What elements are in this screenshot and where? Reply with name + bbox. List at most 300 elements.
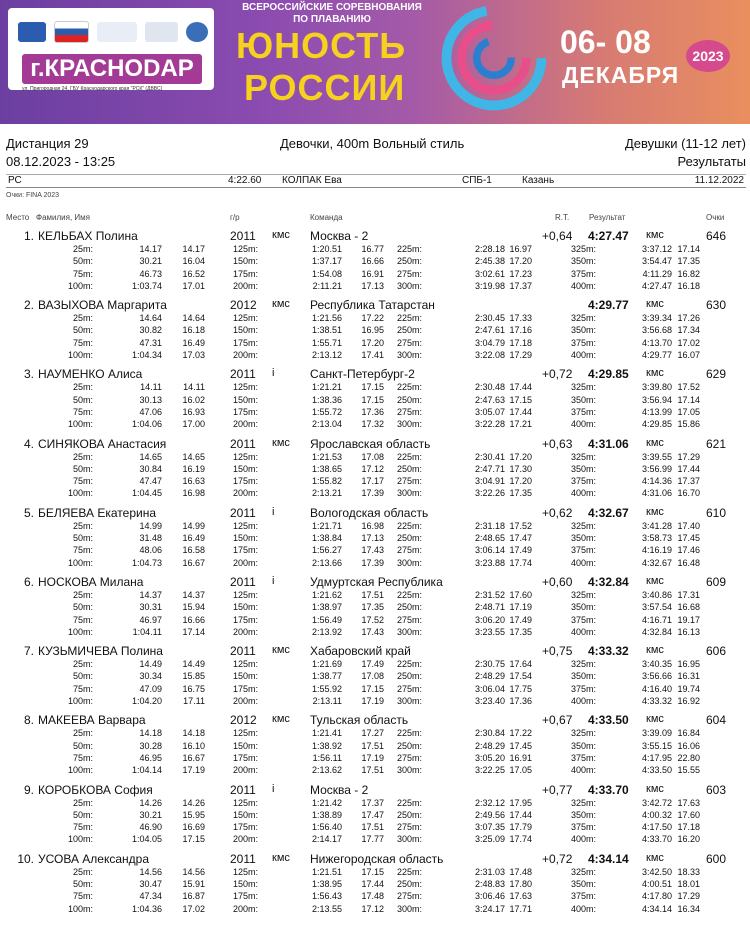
split-distance: 100m: bbox=[67, 903, 93, 914]
athlete-rank: i bbox=[272, 782, 275, 795]
split-lap-time: 17.19 bbox=[509, 602, 532, 613]
split-lap-time: 17.18 bbox=[677, 822, 700, 833]
split-time: 2:31.03 bbox=[474, 866, 505, 877]
split-time: 30.82 bbox=[139, 325, 162, 336]
split-lap-time: 17.37 bbox=[677, 476, 700, 487]
split-distance: 75m: bbox=[72, 614, 93, 625]
split-time: 1:38.95 bbox=[311, 879, 342, 890]
athlete-result: 4:29.77 bbox=[588, 298, 629, 313]
split-lap-time: 14.18 bbox=[182, 728, 205, 739]
split-distance: 150m: bbox=[232, 671, 258, 682]
split-lap-time: 17.36 bbox=[509, 696, 532, 707]
split-time: 30.34 bbox=[139, 671, 162, 682]
split-lap-time: 17.22 bbox=[509, 728, 532, 739]
split-lap-time: 17.14 bbox=[182, 626, 205, 637]
split-time: 1:04.36 bbox=[131, 903, 162, 914]
split-distance: 325m: bbox=[570, 590, 596, 600]
split-lap-time: 17.13 bbox=[361, 533, 384, 544]
col-team: Команда bbox=[310, 213, 343, 222]
split-distance: 400m: bbox=[570, 696, 596, 707]
split-lap-time: 17.63 bbox=[509, 891, 532, 902]
split-distance: 275m: bbox=[396, 614, 422, 625]
athlete-result: 4:31.06 bbox=[588, 436, 629, 451]
split-lap-time: 16.66 bbox=[182, 614, 205, 625]
athlete-reaction-time: +0,60 bbox=[542, 575, 573, 589]
split-lap-time: 17.37 bbox=[509, 280, 532, 291]
split-distance: 200m: bbox=[232, 488, 258, 499]
split-time: 1:21.53 bbox=[311, 451, 342, 462]
split-time: 3:22.25 bbox=[474, 765, 505, 776]
split-distance: 100m: bbox=[67, 765, 93, 776]
split-lap-time: 16.95 bbox=[677, 659, 700, 670]
split-time: 2:30.45 bbox=[474, 313, 505, 324]
split-distance: 125m: bbox=[232, 728, 258, 739]
split-lap-time: 17.15 bbox=[361, 382, 384, 393]
athlete-result: 4:33.32 bbox=[588, 644, 629, 659]
athlete-row bbox=[0, 437, 750, 506]
split-lap-time: 19.17 bbox=[677, 614, 700, 625]
split-lap-time: 17.26 bbox=[677, 313, 700, 324]
split-lap-time: 17.15 bbox=[182, 834, 205, 845]
sport-logo-icon bbox=[145, 22, 179, 42]
split-distance: 400m: bbox=[570, 834, 596, 845]
split-distance: 100m: bbox=[67, 557, 93, 568]
athlete-row bbox=[0, 783, 750, 852]
split-distance: 325m: bbox=[570, 451, 596, 462]
split-lap-time: 16.69 bbox=[182, 822, 205, 833]
split-lap-time: 17.54 bbox=[509, 671, 532, 682]
athlete-row bbox=[0, 298, 750, 367]
split-lap-time: 16.31 bbox=[677, 671, 700, 682]
split-time: 4:00.32 bbox=[641, 809, 672, 820]
split-lap-time: 17.29 bbox=[677, 891, 700, 902]
split-lap-time: 17.48 bbox=[361, 891, 384, 902]
split-lap-time: 17.01 bbox=[182, 280, 205, 291]
split-distance: 400m: bbox=[570, 488, 596, 499]
athlete-place: 9. bbox=[23, 782, 34, 797]
split-lap-time: 17.19 bbox=[361, 752, 384, 763]
split-distance: 50m: bbox=[72, 671, 93, 682]
athlete-result: 4:33.50 bbox=[588, 713, 629, 728]
split-lap-time: 17.43 bbox=[361, 545, 384, 556]
split-distance: 175m: bbox=[232, 752, 258, 763]
split-lap-time: 16.20 bbox=[677, 834, 700, 845]
athlete-result: 4:32.84 bbox=[588, 575, 629, 589]
split-time: 47.34 bbox=[139, 891, 162, 902]
split-lap-time: 17.49 bbox=[509, 614, 532, 625]
split-distance: 275m: bbox=[396, 891, 422, 902]
split-distance: 100m: bbox=[67, 488, 93, 499]
split-lap-time: 17.05 bbox=[677, 406, 700, 417]
split-time: 1:04.73 bbox=[131, 557, 162, 568]
event-name: Девочки, 400m Вольный стиль bbox=[280, 136, 465, 151]
split-distance: 300m: bbox=[396, 488, 422, 499]
split-lap-time: 16.18 bbox=[182, 325, 205, 336]
split-lap-time: 17.39 bbox=[361, 488, 384, 499]
athlete-birth-year: 2011 bbox=[230, 229, 256, 243]
athlete-reaction-time: +0,72 bbox=[542, 851, 573, 866]
split-lap-time: 17.79 bbox=[509, 822, 532, 833]
split-distance: 175m: bbox=[232, 476, 258, 487]
split-time: 2:30.48 bbox=[474, 382, 505, 393]
split-lap-time: 17.33 bbox=[509, 313, 532, 324]
split-distance: 275m: bbox=[396, 337, 422, 348]
split-time: 14.26 bbox=[139, 797, 162, 808]
split-lap-time: 17.27 bbox=[361, 728, 384, 739]
split-distance: 75m: bbox=[72, 822, 93, 833]
split-time: 3:56.66 bbox=[641, 671, 672, 682]
athlete-place: 10. bbox=[17, 851, 34, 866]
split-lap-time: 17.16 bbox=[509, 325, 532, 336]
split-time: 1:21.21 bbox=[311, 382, 342, 393]
split-distance: 350m: bbox=[570, 533, 596, 544]
split-lap-time: 14.65 bbox=[182, 451, 205, 462]
split-time: 1:38.89 bbox=[311, 809, 342, 820]
split-time: 3:22.28 bbox=[474, 419, 505, 430]
split-time: 2:13.62 bbox=[311, 765, 342, 776]
split-distance: 75m: bbox=[72, 476, 93, 487]
athlete-points: 610 bbox=[706, 505, 727, 520]
athlete-name: КУЗЬМИЧЕВА Полина bbox=[38, 644, 163, 659]
split-time: 2:11.21 bbox=[312, 280, 342, 291]
split-lap-time: 17.29 bbox=[677, 451, 700, 462]
federation-logo-icon bbox=[18, 22, 46, 42]
athlete-row bbox=[0, 575, 750, 644]
city-title: г.КРАСНОDАР bbox=[22, 54, 202, 84]
split-lap-time: 16.67 bbox=[182, 557, 205, 568]
sponsor-logo-row bbox=[18, 18, 208, 46]
split-distance: 300m: bbox=[396, 419, 422, 430]
split-time: 2:13.04 bbox=[311, 419, 342, 430]
event-dates: 06- 08 bbox=[560, 24, 651, 60]
split-lap-time: 17.43 bbox=[361, 626, 384, 637]
split-distance: 325m: bbox=[570, 659, 596, 670]
split-distance: 275m: bbox=[396, 822, 422, 833]
split-time: 1:38.51 bbox=[311, 325, 342, 336]
split-distance: 225m: bbox=[396, 451, 422, 462]
split-lap-time: 17.13 bbox=[361, 280, 384, 291]
split-time: 14.37 bbox=[139, 590, 162, 600]
split-time: 30.84 bbox=[139, 463, 162, 474]
split-lap-time: 17.02 bbox=[677, 337, 700, 348]
athlete-name: УСОВА Александра bbox=[38, 851, 150, 866]
athlete-result: 4:27.47 bbox=[588, 229, 629, 243]
split-distance: 25m: bbox=[72, 659, 93, 670]
split-time: 1:56.11 bbox=[312, 752, 342, 763]
split-time: 2:48.83 bbox=[474, 879, 505, 890]
split-distance: 25m: bbox=[72, 797, 93, 808]
split-lap-time: 17.02 bbox=[182, 903, 205, 914]
athlete-qualification: кмс bbox=[646, 367, 664, 380]
athlete-name: КОРОБКОВА София bbox=[38, 782, 153, 797]
split-time: 2:47.61 bbox=[474, 325, 505, 336]
split-distance: 250m: bbox=[396, 671, 422, 682]
split-lap-time: 16.10 bbox=[182, 740, 205, 751]
split-time: 3:02.61 bbox=[474, 268, 505, 279]
split-distance: 50m: bbox=[72, 533, 93, 544]
athlete-points: 630 bbox=[706, 298, 727, 313]
split-distance: 250m: bbox=[396, 394, 422, 405]
split-lap-time: 17.18 bbox=[509, 337, 532, 348]
split-time: 1:56.27 bbox=[311, 545, 342, 556]
split-lap-time: 17.40 bbox=[677, 520, 700, 531]
athlete-team: Нижегородская область bbox=[310, 851, 444, 866]
athlete-birth-year: 2011 bbox=[230, 644, 256, 659]
points-note: Очки: FINA 2023 bbox=[6, 192, 60, 199]
athlete-qualification: кмс bbox=[646, 644, 664, 657]
split-lap-time: 17.20 bbox=[361, 337, 384, 348]
split-time: 2:48.65 bbox=[474, 533, 505, 544]
athlete-rank: i bbox=[272, 505, 275, 518]
athlete-reaction-time: +0,72 bbox=[542, 367, 573, 382]
split-time: 1:04.06 bbox=[131, 419, 162, 430]
split-time: 2:13.55 bbox=[311, 903, 342, 914]
split-distance: 125m: bbox=[232, 451, 258, 462]
split-time: 2:48.71 bbox=[474, 602, 505, 613]
split-time: 1:38.84 bbox=[311, 533, 342, 544]
athlete-place: 7. bbox=[23, 644, 34, 659]
split-lap-time: 16.66 bbox=[361, 256, 384, 267]
athlete-name: МАКЕЕВА Варвара bbox=[38, 713, 146, 728]
split-time: 2:30.75 bbox=[474, 659, 505, 670]
split-distance: 275m: bbox=[396, 752, 422, 763]
split-distance: 225m: bbox=[396, 797, 422, 808]
split-distance: 400m: bbox=[570, 557, 596, 568]
split-time: 1:21.42 bbox=[311, 797, 342, 808]
split-lap-time: 16.68 bbox=[677, 602, 700, 613]
athlete-row bbox=[0, 367, 750, 436]
organizer-logos bbox=[8, 8, 214, 90]
split-lap-time: 16.06 bbox=[677, 740, 700, 751]
split-distance: 300m: bbox=[396, 626, 422, 637]
split-distance: 50m: bbox=[72, 463, 93, 474]
split-lap-time: 17.37 bbox=[361, 797, 384, 808]
split-time: 30.31 bbox=[139, 602, 162, 613]
split-time: 4:33.32 bbox=[641, 696, 672, 707]
region-emblem-icon bbox=[186, 22, 208, 42]
athlete-result: 4:29.85 bbox=[588, 367, 629, 382]
split-lap-time: 16.67 bbox=[182, 752, 205, 763]
col-result: Результат bbox=[589, 213, 626, 222]
split-time: 3:25.09 bbox=[474, 834, 505, 845]
split-time: 3:04.79 bbox=[474, 337, 505, 348]
split-time: 1:21.62 bbox=[311, 590, 342, 600]
split-distance: 275m: bbox=[396, 683, 422, 694]
split-lap-time: 17.41 bbox=[361, 350, 384, 361]
split-lap-time: 22.80 bbox=[677, 752, 700, 763]
split-time: 1:56.49 bbox=[311, 614, 342, 625]
athlete-rank: кмс bbox=[272, 229, 290, 241]
split-distance: 350m: bbox=[570, 602, 596, 613]
split-distance: 350m: bbox=[570, 463, 596, 474]
split-lap-time: 17.44 bbox=[509, 406, 532, 417]
split-distance: 275m: bbox=[396, 545, 422, 556]
split-time: 4:17.95 bbox=[641, 752, 672, 763]
split-lap-time: 16.18 bbox=[677, 280, 700, 291]
split-time: 30.47 bbox=[139, 879, 162, 890]
split-lap-time: 17.74 bbox=[509, 834, 532, 845]
split-lap-time: 17.30 bbox=[509, 463, 532, 474]
ministry-logo-icon bbox=[54, 21, 90, 43]
split-time: 4:33.70 bbox=[641, 834, 672, 845]
split-distance: 125m: bbox=[232, 797, 258, 808]
split-time: 4:27.47 bbox=[641, 280, 672, 291]
athlete-birth-year: 2011 bbox=[230, 851, 256, 866]
split-distance: 325m: bbox=[570, 728, 596, 739]
split-lap-time: 14.49 bbox=[182, 659, 205, 670]
document-type: Результаты bbox=[677, 154, 746, 169]
athlete-name: НОСКОВА Милана bbox=[38, 575, 144, 589]
split-distance: 25m: bbox=[72, 728, 93, 739]
split-time: 1:55.92 bbox=[311, 683, 342, 694]
split-time: 3:55.15 bbox=[641, 740, 672, 751]
split-distance: 200m: bbox=[232, 557, 258, 568]
split-distance: 150m: bbox=[232, 463, 258, 474]
athlete-rank: кмс bbox=[272, 713, 290, 726]
split-time: 2:32.12 bbox=[474, 797, 505, 808]
split-time: 3:19.98 bbox=[474, 280, 505, 291]
split-lap-time: 17.00 bbox=[182, 419, 205, 430]
athlete-name: ВАЗЫХОВА Маргарита bbox=[38, 298, 167, 313]
athlete-points: 609 bbox=[706, 575, 727, 589]
split-time: 1:55.82 bbox=[311, 476, 342, 487]
split-distance: 225m: bbox=[396, 244, 422, 254]
split-distance: 200m: bbox=[232, 626, 258, 637]
split-distance: 125m: bbox=[232, 313, 258, 324]
split-lap-time: 17.44 bbox=[361, 879, 384, 890]
split-lap-time: 17.45 bbox=[677, 533, 700, 544]
split-distance: 200m: bbox=[232, 765, 258, 776]
split-time: 14.18 bbox=[139, 728, 162, 739]
athlete-row bbox=[0, 852, 750, 921]
split-time: 1:38.36 bbox=[311, 394, 342, 405]
split-distance: 250m: bbox=[396, 325, 422, 336]
split-lap-time: 16.49 bbox=[182, 533, 205, 544]
split-time: 3:23.40 bbox=[474, 696, 505, 707]
split-lap-time: 17.05 bbox=[509, 765, 532, 776]
split-time: 3:22.08 bbox=[474, 350, 505, 361]
split-lap-time: 17.15 bbox=[361, 683, 384, 694]
split-lap-time: 14.17 bbox=[182, 244, 205, 254]
split-lap-time: 17.15 bbox=[509, 394, 532, 405]
split-lap-time: 17.35 bbox=[677, 256, 700, 267]
split-lap-time: 14.26 bbox=[182, 797, 205, 808]
split-distance: 75m: bbox=[72, 752, 93, 763]
split-lap-time: 14.99 bbox=[182, 520, 205, 531]
athlete-row bbox=[0, 644, 750, 713]
split-time: 3:06.20 bbox=[474, 614, 505, 625]
split-distance: 175m: bbox=[232, 406, 258, 417]
athlete-team: Вологодская область bbox=[310, 505, 429, 520]
record-time: 4:22.60 bbox=[228, 175, 262, 186]
split-time: 1:20.51 bbox=[311, 244, 342, 254]
split-time: 2:47.63 bbox=[474, 394, 505, 405]
split-distance: 75m: bbox=[72, 406, 93, 417]
athlete-birth-year: 2012 bbox=[230, 298, 257, 313]
split-time: 2:48.29 bbox=[474, 671, 505, 682]
split-distance: 50m: bbox=[72, 256, 93, 267]
split-lap-time: 17.19 bbox=[182, 765, 205, 776]
event-subtitle-line-1: ВСЕРОССИЙСКИЕ СОРЕВНОВАНИЯ bbox=[242, 2, 422, 13]
split-lap-time: 16.48 bbox=[677, 557, 700, 568]
athlete-place: 6. bbox=[23, 575, 34, 589]
split-time: 2:45.38 bbox=[474, 256, 505, 267]
split-lap-time: 17.45 bbox=[509, 740, 532, 751]
split-lap-time: 17.14 bbox=[677, 394, 700, 405]
athlete-points: 629 bbox=[706, 367, 727, 382]
split-lap-time: 17.95 bbox=[509, 797, 532, 808]
split-distance: 250m: bbox=[396, 463, 422, 474]
split-distance: 250m: bbox=[396, 740, 422, 751]
split-time: 47.47 bbox=[139, 476, 162, 487]
split-distance: 300m: bbox=[396, 350, 422, 361]
split-distance: 200m: bbox=[232, 280, 258, 291]
split-distance: 150m: bbox=[232, 394, 258, 405]
split-time: 14.17 bbox=[139, 244, 162, 254]
split-lap-time: 16.52 bbox=[182, 268, 205, 279]
split-lap-time: 16.97 bbox=[509, 244, 532, 254]
split-lap-time: 17.74 bbox=[509, 557, 532, 568]
split-lap-time: 17.75 bbox=[509, 683, 532, 694]
split-lap-time: 17.21 bbox=[509, 419, 532, 430]
split-time: 3:57.54 bbox=[641, 602, 672, 613]
split-distance: 150m: bbox=[232, 533, 258, 544]
swirl-logo-icon bbox=[440, 4, 548, 112]
split-distance: 250m: bbox=[396, 879, 422, 890]
athlete-points: 604 bbox=[706, 713, 727, 728]
split-lap-time: 15.91 bbox=[182, 879, 205, 890]
split-time: 1:38.97 bbox=[311, 602, 342, 613]
split-distance: 325m: bbox=[570, 382, 596, 393]
split-lap-time: 16.70 bbox=[677, 488, 700, 499]
athlete-rank: кмс bbox=[272, 298, 290, 311]
split-distance: 250m: bbox=[396, 809, 422, 820]
split-lap-time: 16.58 bbox=[182, 545, 205, 556]
split-distance: 50m: bbox=[72, 394, 93, 405]
split-lap-time: 17.17 bbox=[361, 476, 384, 487]
split-lap-time: 19.74 bbox=[677, 683, 700, 694]
split-lap-time: 17.47 bbox=[509, 533, 532, 544]
split-distance: 25m: bbox=[72, 382, 93, 393]
split-lap-time: 18.01 bbox=[677, 879, 700, 890]
split-time: 3:39.09 bbox=[641, 728, 672, 739]
col-rt: R.T. bbox=[555, 213, 570, 222]
split-time: 3:58.73 bbox=[641, 533, 672, 544]
split-time: 47.09 bbox=[139, 683, 162, 694]
split-time: 30.21 bbox=[139, 809, 162, 820]
split-time: 46.90 bbox=[139, 822, 162, 833]
record-code: РС bbox=[8, 175, 22, 186]
split-time: 2:13.66 bbox=[311, 557, 342, 568]
split-distance: 400m: bbox=[570, 626, 596, 637]
split-distance: 150m: bbox=[232, 879, 258, 890]
split-time: 14.56 bbox=[139, 866, 162, 877]
athlete-name: СИНЯКОВА Анастасия bbox=[38, 436, 167, 451]
event-datetime: 08.12.2023 - 13:25 bbox=[6, 154, 116, 169]
athlete-team: Москва - 2 bbox=[310, 229, 369, 243]
split-time: 46.97 bbox=[139, 614, 162, 625]
split-time: 3:07.35 bbox=[474, 822, 505, 833]
split-lap-time: 17.63 bbox=[677, 797, 700, 808]
split-distance: 150m: bbox=[232, 325, 258, 336]
split-lap-time: 16.91 bbox=[361, 268, 384, 279]
split-distance: 25m: bbox=[72, 313, 93, 324]
split-time: 3:56.94 bbox=[641, 394, 672, 405]
split-distance: 350m: bbox=[570, 394, 596, 405]
split-time: 3:06.04 bbox=[474, 683, 505, 694]
split-distance: 200m: bbox=[232, 834, 258, 845]
split-time: 31.48 bbox=[139, 533, 162, 544]
